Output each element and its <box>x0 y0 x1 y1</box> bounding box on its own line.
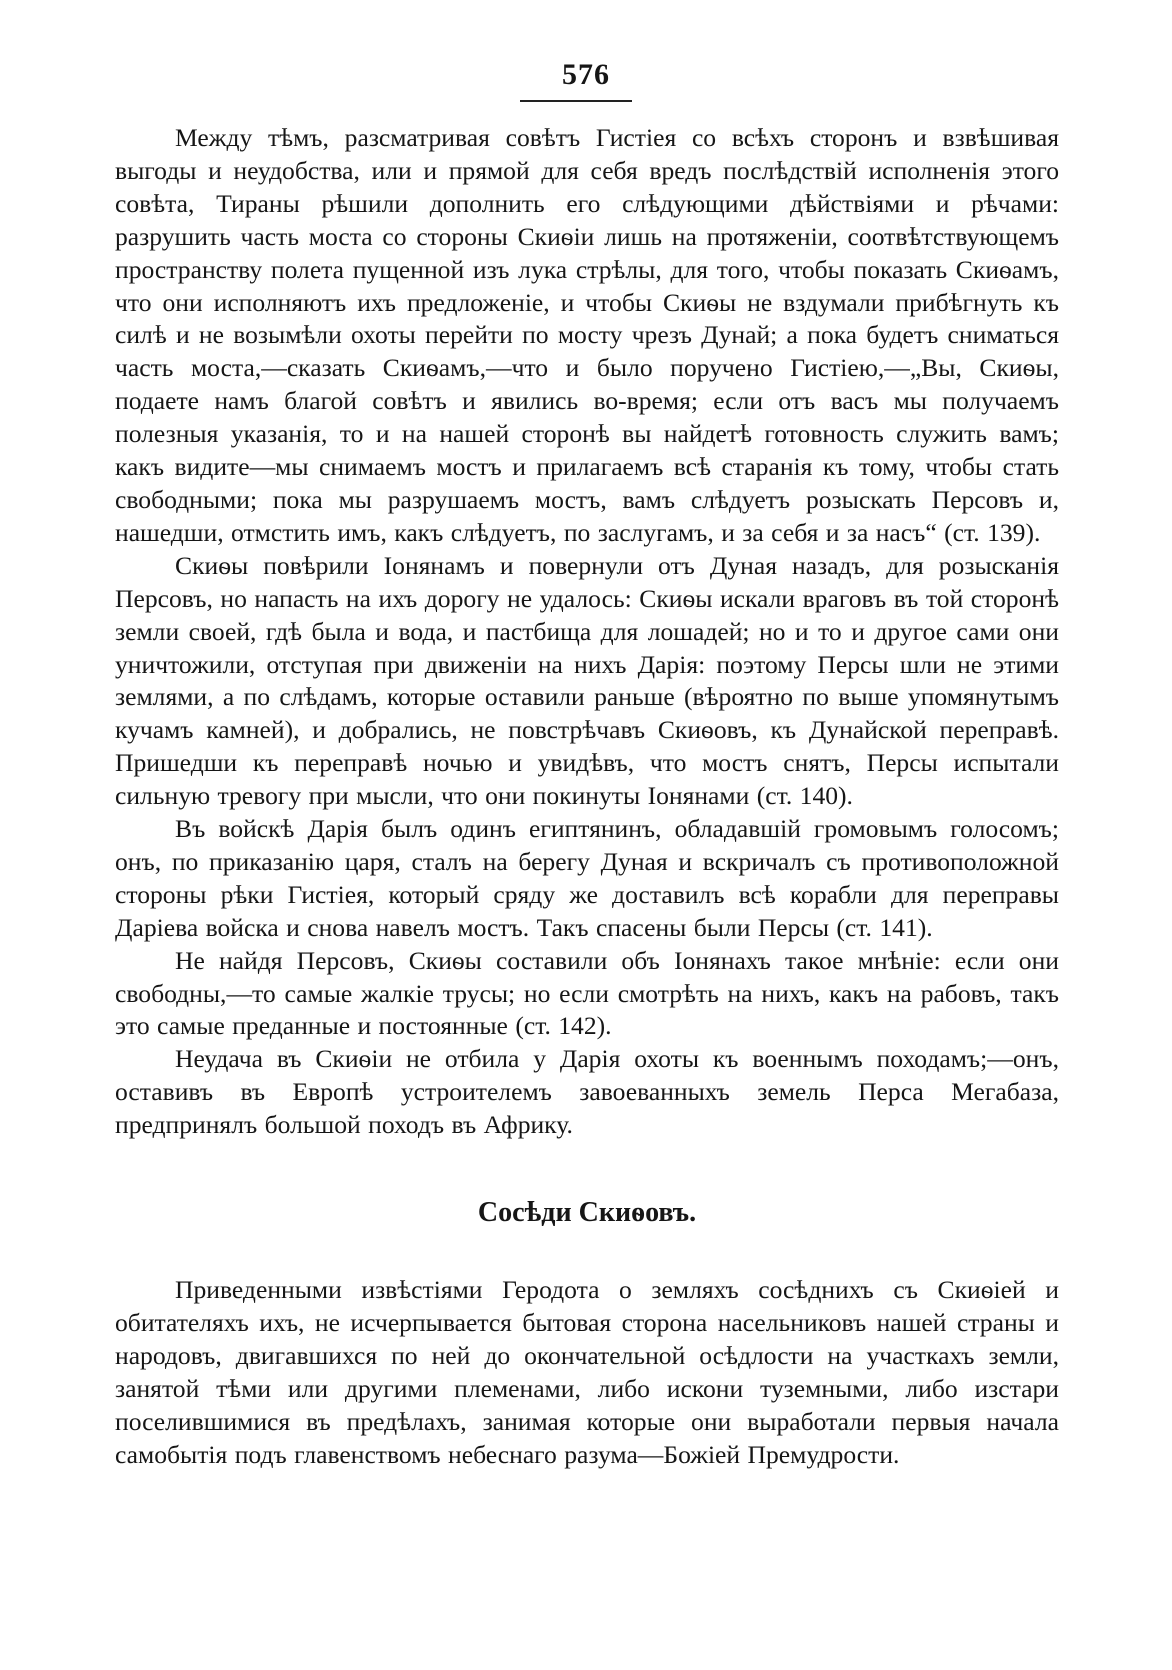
paragraph-bridge-dismantling: Между тѣмъ, разсматривая совѣтъ Гистіея со всѣхъ сторонъ и взвѣшивая выгоды и неудобства, или и прямой для себя вредъ послѣдствій исполненія этого совѣта, Тираны рѣшили дополнить его слѣдующими дѣйствіями и рѣчами: разрушить часть моста со стороны Скиѳіи лишь на протяженіи, соотвѣтствующемъ пространству полета пущенной изъ лука стрѣлы, для того, чтобы показать Скиѳамъ, что они исполняютъ ихъ предложеніе, и чтобы Скиѳы не вздумали прибѣгнуть къ силѣ и не возымѣли охоты перейти по мосту чрезъ Дунай; а пока будетъ сниматься часть моста,—сказать Скиѳамъ,—что и было поручено Гистіею,—„Вы, Скиѳы, подаете намъ благой совѣтъ и явились во-время; если отъ васъ мы получаемъ полезныя указанія, то и на нашей сторонѣ вы найдетѣ готовность служить вамъ; какъ видите—мы снимаемъ мостъ и прилагаемъ всѣ старанія къ тому, чтобы стать свободными; пока мы разрушаемъ мостъ, вамъ слѣдуетъ розыскать Персовъ и, нашедши, отмстить имъ, какъ слѣдуетъ, по заслугамъ, и за себя и за насъ“ (ст. 139). <box>115 123 1059 547</box>
paragraph-neighbors: Приведенными извѣстіями Геродота о земляхъ сосѣднихъ съ Скиѳіей и обитателяхъ ихъ, не исчерпывается бытовая сторона насельниковъ нашей страны и народовъ, двигавшихся по ней до окончательной осѣдлости на участкахъ земли, занятой тѣми или другими племенами, либо искони туземными, либо изстари поселившимися въ предѣлахъ, занимая которые они выработали первыя начала самобытія подъ главенствомъ небеснаго разума—Божіей Премудрости. <box>115 1275 1059 1469</box>
paragraph-darius-africa: Неудача въ Скиѳіи не отбила у Дарія охоты къ военнымъ походамъ;—онъ, оставивъ въ Европѣ устроителемъ завоеванныхъ земель Перса Мегабаза, предпринялъ большой походъ въ Африку. <box>115 1044 1059 1140</box>
paragraph-egyptian-herald: Въ войскѣ Дарія былъ одинъ египтянинъ, обладавшій громовымъ голосомъ; онъ, по приказанію царя, сталъ на берегу Дуная и вскричалъ съ противоположной стороны рѣки Гистіея, который сряду же доставилъ всѣ корабли для переправы Даріева войска и снова навелъ мостъ. Такъ спасены были Персы (ст. 141). <box>115 814 1059 942</box>
page-number-rule <box>520 100 632 102</box>
page-number: 576 <box>562 58 610 91</box>
paragraph-ionians-opinion: Не найдя Персовъ, Скиѳы составили объ Іонянахъ такое мнѣніе: если они свободны,—то самые жалкіе трусы; но если смотрѣть на нихъ, какъ на рабовъ, такъ это самые преданные и постоянные (ст. 142). <box>115 945 1059 1041</box>
section-heading: Сосѣди Скиѳовъ. <box>477 1197 697 1229</box>
body-text <box>115 122 1059 1472</box>
paragraph-scythians-search: Скиѳы повѣрили Іонянамъ и повернули отъ Дуная назадъ, для розысканія Персовъ, но напасть на ихъ дорогу не удалось: Скиѳы искали враговъ въ той сторонѣ земли своей, гдѣ была и вода, и пастбища для лошадей; но и то и другое сами они уничтожили, отступая при движеніи на нихъ Дарія: поэтому Персы шли не этими землями, а по слѣдамъ, которые оставили раньше (вѣроятно по выше упомянутымъ кучамъ камней), и добрались, не повстрѣчавъ Скиѳовъ, къ Дунайской переправѣ. Пришедши къ переправѣ ночью и увидѣвъ, что мостъ снятъ, Персы испытали сильную тревогу при мысли, что они покинуты Іонянами (ст. 140). <box>115 550 1059 811</box>
